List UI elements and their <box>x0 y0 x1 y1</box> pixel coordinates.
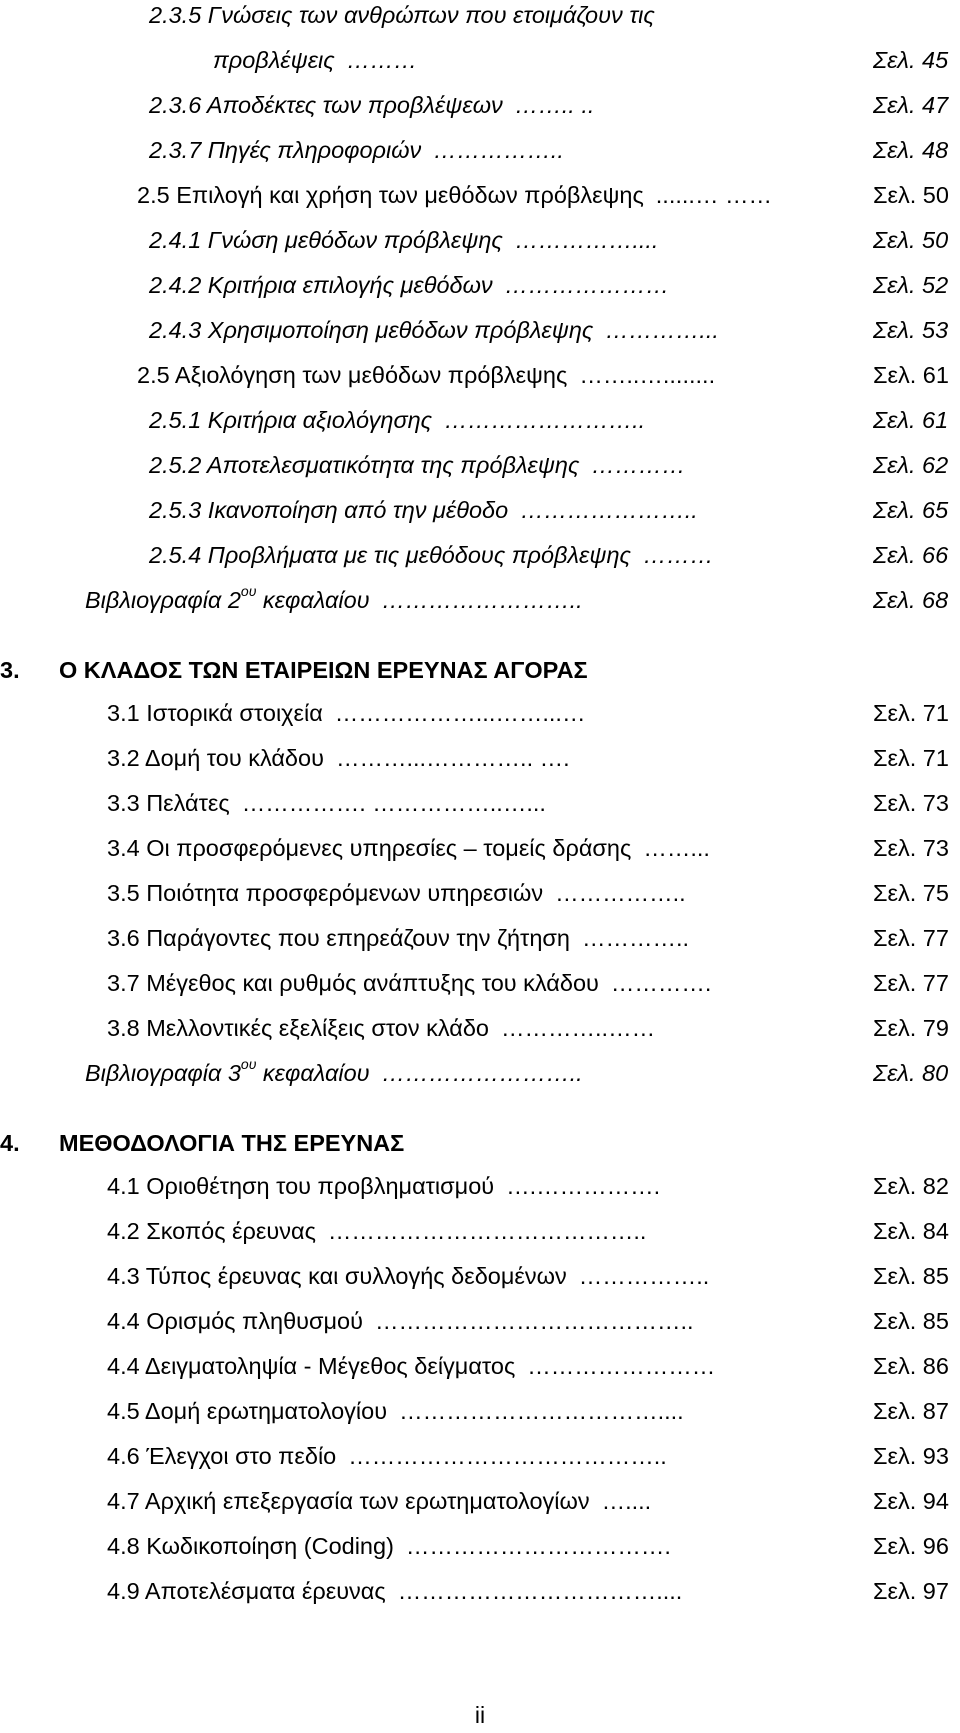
toc-entry-text: 4.4 Ορισμός πληθυσμού <box>107 1308 363 1334</box>
toc-entry-leader: ………………………………….. <box>327 1218 647 1244</box>
toc-entry-page: Σελ. 71 <box>873 700 949 726</box>
toc-entry-leader: ......… …… <box>655 182 772 208</box>
toc-entry-leader: ………………………………….. <box>348 1443 667 1469</box>
toc-entry-leader: …………………….. <box>381 587 583 613</box>
toc-entry-page: Σελ. 75 <box>873 880 949 906</box>
toc-entry-page: Σελ. 47 <box>873 92 949 118</box>
toc-entry-page: Σελ. 73 <box>873 790 949 816</box>
toc-entry-text: 4.7 Αρχική επεξεργασία των ερωτηματολογίων <box>107 1488 590 1514</box>
toc-entry-title <box>107 1306 363 1336</box>
toc-entry-page: Σελ. 50 <box>873 227 949 253</box>
toc-entry-leader: …………..…… <box>501 1015 656 1041</box>
toc-entry-text: 3.6 Παράγοντες που επηρεάζουν την ζήτηση <box>107 925 570 951</box>
toc-entry-text: 4.2 Σκοπός έρευνας <box>107 1218 316 1244</box>
toc-entry-page: Σελ. 68 <box>873 587 949 613</box>
toc-entry-page: Σελ. 94 <box>873 1488 949 1514</box>
toc-entry-text-suffix: κεφαλαίου <box>256 587 370 613</box>
toc-entry-text: 3.5 Ποιότητα προσφερόμενων υπηρεσιών <box>107 880 544 906</box>
toc-entry-text: 2.5.4 Προβλήματα με τις μεθόδους πρόβλεψης <box>149 542 631 568</box>
toc-entry-title <box>107 1396 387 1426</box>
toc-entry-leader: …………………….. <box>381 1060 583 1086</box>
toc-entry-title <box>107 923 570 953</box>
toc-entry-text: 2.5 Αξιολόγηση των μεθόδων πρόβλεψης <box>137 362 568 388</box>
toc-entry-leader: ………...………….. …. <box>335 745 570 771</box>
toc-entry-leader: …….. .. <box>514 92 595 118</box>
toc-entry-title <box>137 180 644 210</box>
toc-entry-title <box>85 1058 370 1088</box>
toc-entry-page: Σελ. 77 <box>873 925 949 951</box>
toc-entry-page: Σελ. 85 <box>873 1308 949 1334</box>
toc-entry-page: Σελ. 61 <box>873 362 949 388</box>
toc-entry-leader: ………………… <box>504 272 670 298</box>
toc-entry-text: 2.3.7 Πηγές πληροφοριών <box>149 137 422 163</box>
toc-entry-text: 3.8 Μελλοντικές εξελίξεις στον κλάδο <box>107 1015 490 1041</box>
toc-entry-page: Σελ. 87 <box>873 1398 949 1424</box>
toc-entry-title <box>107 878 543 908</box>
toc-entry-page: Σελ. 61 <box>873 407 949 433</box>
toc-entry-leader: ………… <box>591 452 686 478</box>
toc-entry-title <box>149 540 631 570</box>
toc-entry-page: Σελ. 77 <box>873 970 949 996</box>
chapter-title: ΜΕΘΟΔΟΛΟΓΙΑ ΤΗΣ ΕΡΕΥΝΑΣ <box>59 1130 405 1156</box>
toc-entry-leader: ……..…........ <box>579 362 716 388</box>
toc-entry-superscript: ου <box>240 583 257 600</box>
toc-entry-page: Σελ. 71 <box>873 745 949 771</box>
toc-entry-title <box>107 788 230 818</box>
toc-entry-text: 3.2 Δομή του κλάδου <box>107 745 324 771</box>
toc-entry-leader: ….... <box>601 1488 652 1514</box>
toc-entry-title <box>149 0 655 30</box>
toc-entry-page: Σελ. 45 <box>873 47 949 73</box>
toc-entry-text: 2.5 Επιλογή και χρήση των μεθόδων πρόβλεψης <box>137 182 644 208</box>
toc-entry-text: 4.6 Έλεγχοι στο πεδίο <box>107 1443 337 1469</box>
toc-entry-leader: …………………………….... <box>399 1398 684 1424</box>
toc-entry-leader: …………. <box>610 970 712 996</box>
toc-entry-title <box>149 90 503 120</box>
toc-entry-page: Σελ. 53 <box>873 317 949 343</box>
toc-entry-page: Σελ. 50 <box>873 182 949 208</box>
toc-entry-title <box>137 360 567 390</box>
toc-entry-title <box>149 315 593 345</box>
toc-entry-leader: ….……………. <box>506 1173 661 1199</box>
toc-entry-title <box>107 968 599 998</box>
toc-entry-text: 4.4 Δειγματοληψία - Μέγεθος δείγματος <box>107 1353 516 1379</box>
toc-entry-page: Σελ. 66 <box>873 542 949 568</box>
toc-entry-leader: ……… <box>642 542 714 568</box>
chapter-number: 4. <box>0 1130 20 1156</box>
toc-entry-text: 2.3.5 Γνώσεις των ανθρώπων που ετοιμάζουν τις <box>149 2 655 28</box>
toc-entry-title <box>149 225 503 255</box>
toc-entry-text: 4.3 Τύπος έρευνας και συλλογής δεδομένων <box>107 1263 567 1289</box>
toc-entry-page: Σελ. 93 <box>873 1443 949 1469</box>
toc-entry-title <box>107 1216 316 1246</box>
toc-entry-leader: ………….. <box>581 925 690 951</box>
toc-entry-page: Σελ. 86 <box>873 1353 949 1379</box>
toc-entry-leader: ……………. ……………..…... <box>241 790 546 816</box>
toc-entry-text: Βιβλιογραφία 2 <box>85 587 241 613</box>
toc-entry-leader: …………….. <box>433 137 564 163</box>
toc-entry-leader: ………………………………….. <box>374 1308 694 1334</box>
toc-entry-text: 2.3.6 Αποδέκτες των προβλέψεων <box>149 92 503 118</box>
toc-entry-text: 4.8 Κωδικοποίηση (Coding) <box>107 1533 394 1559</box>
toc-entry-text: 2.4.3 Χρησιμοποίηση μεθόδων πρόβλεψης <box>149 317 594 343</box>
toc-entry-page: Σελ. 65 <box>873 497 949 523</box>
toc-entry-title <box>107 1351 515 1381</box>
toc-entry-title <box>107 1441 336 1471</box>
toc-entry-title <box>107 1531 394 1561</box>
toc-entry-leader: …………….... <box>514 227 659 253</box>
toc-entry-leader: ………………...……...… <box>334 700 586 726</box>
toc-entry-text: Βιβλιογραφία 3 <box>85 1060 241 1086</box>
toc-entry-text: 3.1 Ιστορικά στοιχεία <box>107 700 323 726</box>
toc-entry-page: Σελ. 62 <box>873 452 949 478</box>
toc-entry-title <box>149 495 508 525</box>
toc-entry-leader: …………………….. <box>444 407 646 433</box>
toc-entry-title <box>149 405 432 435</box>
toc-entry-page: Σελ. 52 <box>873 272 949 298</box>
toc-entry-leader: …………………… <box>527 1353 716 1379</box>
toc-entry-page: Σελ. 82 <box>873 1173 949 1199</box>
toc-entry-page: Σελ. 96 <box>873 1533 949 1559</box>
toc-entry-page: Σελ. 85 <box>873 1263 949 1289</box>
toc-entry-superscript: ου <box>240 1056 257 1073</box>
toc-entry-title <box>107 833 631 863</box>
toc-entry-leader: …………….. <box>578 1263 710 1289</box>
toc-entry-text: 2.5.3 Ικανοποίηση από την μέθοδο <box>149 497 509 523</box>
toc-entry-leader: ……... <box>643 835 710 861</box>
chapter-number: 3. <box>0 657 20 683</box>
toc-entry-title <box>85 585 370 615</box>
toc-entry-page: Σελ. 79 <box>873 1015 949 1041</box>
toc-entry-title <box>149 270 493 300</box>
toc-entry-text: 4.9 Αποτελέσματα έρευνας <box>107 1578 386 1604</box>
toc-entry-page: Σελ. 84 <box>873 1218 949 1244</box>
toc-entry-leader: ……… <box>346 47 418 73</box>
toc-entry-title <box>107 1013 489 1043</box>
toc-entry-page: Σελ. 48 <box>873 137 949 163</box>
toc-entry-text-suffix: κεφαλαίου <box>256 1060 370 1086</box>
toc-entry-text: 3.4 Οι προσφερόμενες υπηρεσίες – τομείς δράσης <box>107 835 632 861</box>
toc-entry-page: Σελ. 73 <box>873 835 949 861</box>
toc-entry-title <box>149 450 579 480</box>
toc-entry-title <box>107 1486 590 1516</box>
toc-entry-text: 2.5.1 Κριτήρια αξιολόγησης <box>149 407 433 433</box>
toc-entry-text: 2.5.2 Αποτελεσματικότητα της πρόβλεψης <box>149 452 580 478</box>
toc-entry-title <box>107 698 323 728</box>
toc-entry-leader: …………... <box>605 317 719 343</box>
toc-entry-title <box>107 1171 494 1201</box>
toc-entry-text: 3.3 Πελάτες <box>107 790 230 816</box>
toc-entry-text: 3.7 Μέγεθος και ρυθμός ανάπτυξης του κλάδου <box>107 970 599 996</box>
toc-entry-page: Σελ. 80 <box>873 1060 949 1086</box>
toc-entry-text: προβλέψεις <box>213 47 335 73</box>
toc-entry-leader: …………………………….... <box>397 1578 683 1604</box>
toc-entry-title <box>107 1261 567 1291</box>
toc-entry-text: 2.4.2 Κριτήρια επιλογής μεθόδων <box>149 272 493 298</box>
page-number: ii <box>474 1702 486 1728</box>
toc-entry-title <box>213 45 335 75</box>
toc-entry-title <box>107 743 324 773</box>
toc-entry-page: Σελ. 97 <box>873 1578 949 1604</box>
toc-entry-text: 4.5 Δομή ερωτηματολογίου <box>107 1398 388 1424</box>
chapter-title: Ο ΚΛΑΔΟΣ ΤΩΝ ΕΤΑΙΡΕΙΩΝ ΕΡΕΥΝΑΣ ΑΓΟΡΑΣ <box>59 657 588 683</box>
toc-entry-title <box>107 1576 386 1606</box>
toc-entry-leader: ………………….. <box>520 497 698 523</box>
toc-entry-leader: …………….. <box>555 880 686 906</box>
toc-entry-leader: ……………………………. <box>405 1533 671 1559</box>
toc-entry-title <box>149 135 421 165</box>
toc-entry-text: 2.4.1 Γνώση μεθόδων πρόβλεψης <box>149 227 503 253</box>
toc-entry-text: 4.1 Οριοθέτηση του προβληματισμού <box>107 1173 495 1199</box>
